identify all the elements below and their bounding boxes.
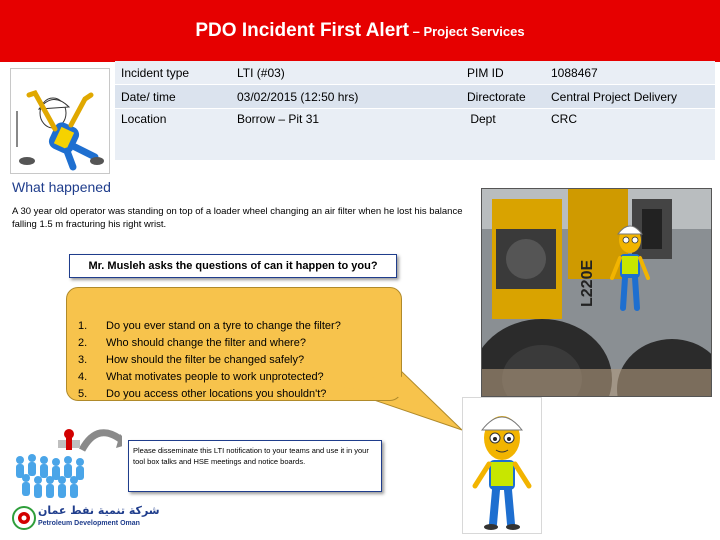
what-happened-text: A 30 year old operator was standing on top of a loader wheel changing an air filter when he lost his balance falling 1.5 m fracturing his right wrist. xyxy=(12,206,463,230)
location-label: Location xyxy=(115,109,231,161)
list-item: 1. Do you ever stand on a tyre to change the filter? xyxy=(78,320,341,332)
page-title xyxy=(0,20,720,42)
incident-type-value: LTI (#03) xyxy=(231,61,461,85)
directorate-value: Central Project Delivery xyxy=(545,85,715,109)
directorate-label: Directorate xyxy=(461,85,545,109)
question-heading: Mr. Musleh asks the questions of can it happen to you? xyxy=(69,254,397,278)
dept-label: Dept xyxy=(461,109,545,161)
pdo-logo xyxy=(12,503,172,533)
safety-mascot-illustration xyxy=(462,397,542,534)
table-row xyxy=(115,61,715,85)
list-item: 5. Do you access other locations you shouldn't? xyxy=(78,388,327,400)
machine-label: L220E xyxy=(579,259,596,307)
date-time-label: Date/ time xyxy=(115,85,231,109)
safety-mascot-icon xyxy=(463,398,541,533)
list-item: 4. What motivates people to work unprotected? xyxy=(78,371,324,383)
title-sub: – Project Services xyxy=(408,24,525,39)
table-row xyxy=(115,109,715,161)
title-main: PDO Incident First Alert xyxy=(195,20,409,41)
people-group-icon xyxy=(12,420,122,502)
incident-info-table xyxy=(115,61,715,161)
falling-worker-illustration xyxy=(10,68,110,174)
falling-worker-icon xyxy=(11,69,109,173)
date-time-value: 03/02/2015 (12:50 hrs) xyxy=(231,85,461,109)
pdo-emblem-icon xyxy=(12,504,36,532)
table-row xyxy=(115,85,715,109)
loader-photo-image xyxy=(482,189,711,396)
dissemination-notice: Please disseminate this LTI notification to your teams and use it in your tool box talks and HSE meetings and notice boards. xyxy=(128,440,382,492)
logo-arabic-text: شركة تنمية نفط عمان xyxy=(38,504,160,517)
dept-value: CRC xyxy=(545,109,715,161)
people-group-illustration xyxy=(12,420,122,502)
loader-photo xyxy=(481,188,712,397)
pim-id-value: 1088467 xyxy=(545,61,715,85)
incident-type-label: Incident type xyxy=(115,61,231,85)
safety-worker-icon xyxy=(608,218,654,316)
location-value: Borrow – Pit 31 xyxy=(231,109,461,161)
pim-id-label: PIM ID xyxy=(461,61,545,85)
list-item: 2. Who should change the filter and where? xyxy=(78,337,306,349)
logo-english-text: Petroleum Development Oman xyxy=(38,520,140,527)
what-happened-heading: What happened xyxy=(12,179,111,195)
list-item: 3. How should the filter be changed safely? xyxy=(78,354,305,366)
questions-list xyxy=(78,318,341,403)
